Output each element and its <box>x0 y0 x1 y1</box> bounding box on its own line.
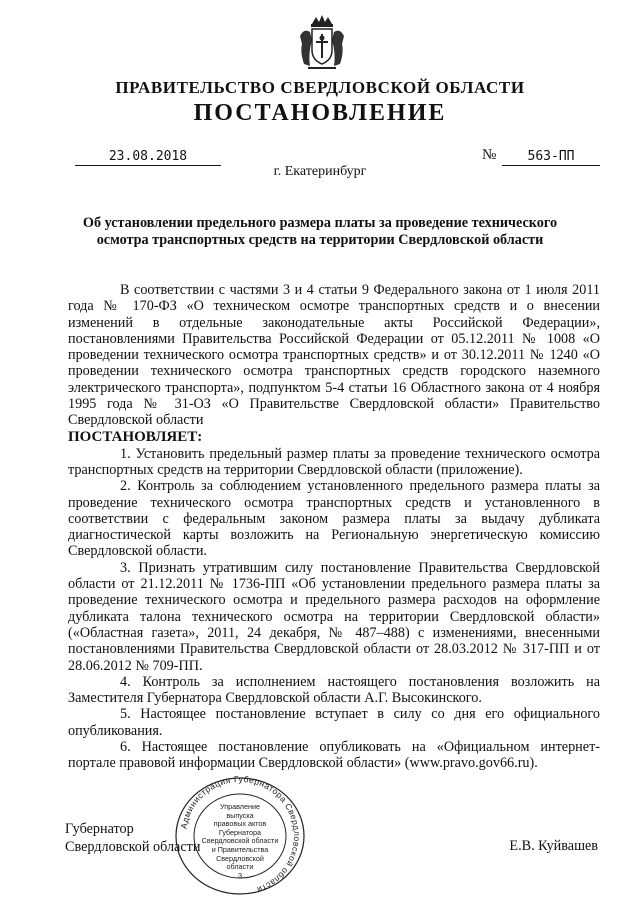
stamp-line: правовых актов <box>213 819 267 829</box>
signatory-name: Е.В. Куйвашев <box>509 838 598 854</box>
clause-1: 1. Установить предельный размер платы за проведение технического осмотра транспортных средств на территории Свердловской области (приложение). <box>68 445 600 478</box>
city: г. Екатеринбург <box>273 164 367 179</box>
document-body <box>68 282 600 772</box>
clause-3: 3. Признать утратившим силу постановление Правительства Свердловской области от 21.12.2011 № 1736-ПП «Об установлении предельного размера платы за проведение технического осмотра и предельного размера расходов на оформление дубликата талона технического осмотра на территории Свердловской области» («Областная газета», 2011, 24 декабря, № 487–488) с изменениями, внесенными постановлениями Правительства Свердловской области от 28.03.2012 № 317-ПП и от 28.06.2012 № 709-ПП. <box>68 559 600 674</box>
signatory-position-line-1: Губернатор <box>65 821 134 837</box>
number-label: № <box>482 147 497 163</box>
clause-5: 5. Настоящее постановление вступает в силу со дня его официального опубликования. <box>68 706 600 739</box>
stamp-line: выпуска <box>226 810 254 820</box>
stamp-line: Управление <box>220 802 260 811</box>
clause-2: 2. Контроль за соблюдением установленного предельного размера платы за проведение технического осмотра транспортных средств и установленного в соответствии с федеральным законом размера платы за выдачу дубликата диагностической карты возложить на Региональную энергетическую комиссию Свердловской области. <box>68 478 600 560</box>
stamp-ring-text: Администрация Губернатора Свердловской области <box>178 775 303 896</box>
stamp-inner-text <box>192 803 288 880</box>
document-subject <box>70 215 570 249</box>
subject-line-1: Об установлении предельного размера платы за проведение технического <box>82 215 558 231</box>
signatory-position <box>65 820 200 856</box>
document-number: 563-ПП <box>502 148 600 166</box>
stamp-line: 3 <box>238 870 242 880</box>
signatory-position-line-2: Свердловской области <box>65 839 201 855</box>
subject-line-2: осмотра транспортных средств на территории Свердловской области <box>96 232 544 248</box>
government-title: ПРАВИТЕЛЬСТВО СВЕРДЛОВСКОЙ ОБЛАСТИ <box>115 78 525 97</box>
stamp-line: области <box>226 862 254 872</box>
document-type: ПОСТАНОВЛЕНИЕ <box>193 100 447 126</box>
clause-6: 6. Настоящее постановление опубликовать на «Официальном интернет-портале правовой информации Свердловской области» (www.pravo.gov66.ru). <box>68 739 600 772</box>
stamp-line: Губернатора <box>218 827 262 837</box>
coat-of-arms-icon <box>298 14 346 72</box>
stamp-line: и Правительства <box>211 844 269 854</box>
document-date: 23.08.2018 <box>75 148 221 166</box>
resolves-heading: ПОСТАНОВЛЯЕТ: <box>68 428 203 445</box>
clause-4: 4. Контроль за исполнением настоящего постановления возложить на Заместителя Губернатора Свердловской области А.Г. Высокинского. <box>68 673 600 707</box>
stamp-line: Свердловской области <box>201 836 279 846</box>
preamble-paragraph: В соответствии с частями 3 и 4 статьи 9 Федерального закона от 1 июля 2011 года № 170-ФЗ «О техническом осмотре транспортных средств и о внесении изменений в отдельные законодательные акты Российской Федерации», постановлениями Правительства Российской Федерации от 05.12.2011 № 1008 «О проведении технического осмотра транспортных средств» и от 30.12.2011 № 1240 «О проведении технического осмотра транспортных средств городского наземного электрического транспорта», подпунктом 5-4 статьи 16 Областного закона от 4 ноября 1995 года № 31-ОЗ «О Правительстве Свердловской области» Правительство Свердловской области <box>68 282 600 429</box>
stamp-line: Свердловской <box>216 853 264 863</box>
